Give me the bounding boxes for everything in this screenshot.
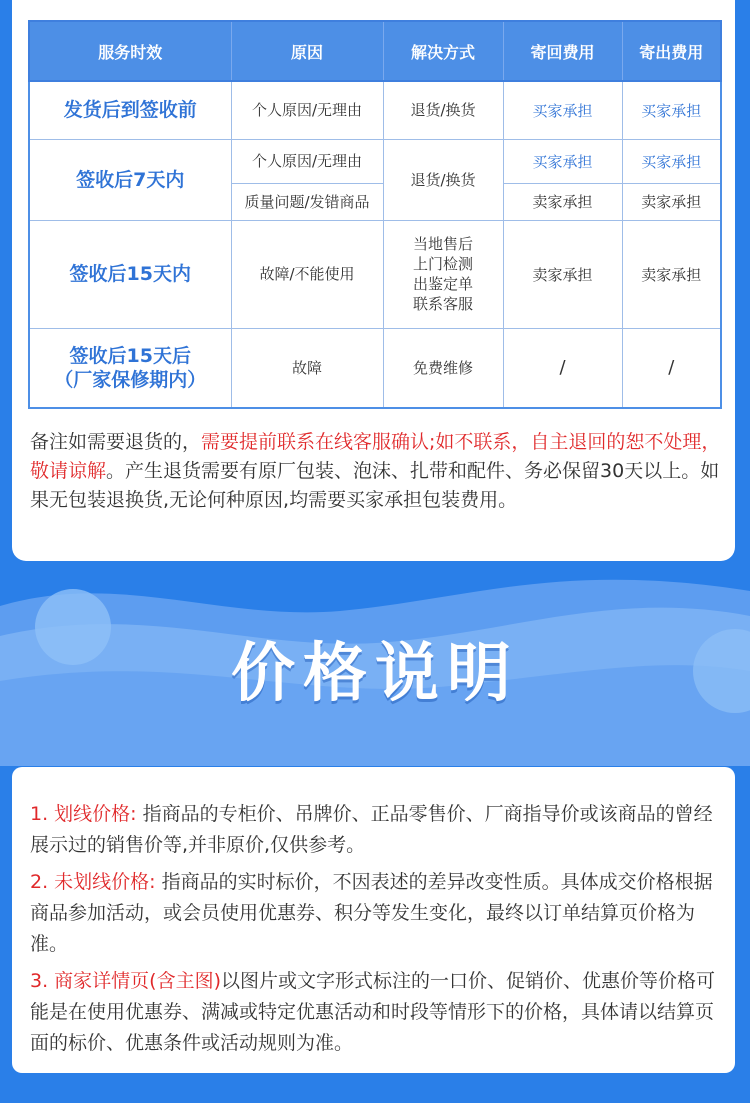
row3-solution-line: 联系客服 <box>412 295 473 313</box>
table-row <box>29 81 721 139</box>
price-item-text: 指商品的实时标价，不因表述的差异改变性质。具体成交价格根据商品参加活动，或会员使用优惠券、积分等发生变化，最终以订单结算页价格为准。 <box>30 871 713 955</box>
price-explanation-card <box>12 767 735 1073</box>
row3-period: 签收后15天内 <box>29 220 231 328</box>
row4-reason: 故障 <box>231 328 383 408</box>
note-intro: 备注如需要退货的， <box>30 431 202 453</box>
service-table <box>28 20 722 409</box>
row2-send-fee-b: 卖家承担 <box>622 183 721 220</box>
row3-solution <box>383 220 503 328</box>
list-item <box>30 966 720 1059</box>
table-row <box>29 139 721 183</box>
list-item <box>30 867 720 960</box>
table-header-row <box>29 21 721 81</box>
price-item-text: 指商品的专柜价、吊牌价、正品零售价、厂商指导价或该商品的曾经展示过的销售价等,并非原价,仅供参考。 <box>30 803 713 856</box>
row2-send-fee-a: 买家承担 <box>622 139 721 183</box>
row4-solution: 免费维修 <box>383 328 503 408</box>
row3-return-fee: 卖家承担 <box>503 220 622 328</box>
price-item-label: 2. 未划线价格: <box>30 871 156 893</box>
header-send-fee: 寄出费用 <box>622 21 721 81</box>
row1-return-fee: 买家承担 <box>503 81 622 139</box>
row4-send-fee: / <box>622 328 721 408</box>
row4-return-fee: / <box>503 328 622 408</box>
row2-return-fee-b: 卖家承担 <box>503 183 622 220</box>
row2-return-fee-a: 买家承担 <box>503 139 622 183</box>
table-row <box>29 328 721 408</box>
row2-solution: 退货/换货 <box>383 139 503 220</box>
header-reason: 原因 <box>231 21 383 81</box>
header-return-fee: 寄回费用 <box>503 21 622 81</box>
row2-period: 签收后7天内 <box>29 139 231 220</box>
row4-period-line2: （厂家保修期内） <box>54 368 207 391</box>
row1-send-fee: 买家承担 <box>622 81 721 139</box>
row1-solution: 退货/换货 <box>383 81 503 139</box>
price-item-label: 3. 商家详情页(含主图) <box>30 970 221 992</box>
row3-solution-line: 出鉴定单 <box>412 275 473 293</box>
list-item <box>30 799 720 861</box>
price-section-title: 价格说明 <box>231 637 519 711</box>
row2-reason-b: 质量问题/发错商品 <box>231 183 383 220</box>
note-details: 。产生退货需要有原厂包装、泡沫、扎带和配件、务必保留30天以上。如果无包装退换货,无论何种原因,均需要买家承担包装费用。 <box>30 460 720 511</box>
after-sales-card <box>12 0 735 561</box>
row4-period <box>29 328 231 408</box>
price-item-label: 1. 划线价格: <box>30 803 137 825</box>
note-warning: 需要提前联系在线客服确认;如不联系，自主退回的恕不处理，敬请谅解 <box>30 431 721 482</box>
row2-reason-a: 个人原因/无理由 <box>231 139 383 183</box>
row1-period: 发货后到签收前 <box>29 81 231 139</box>
price-item-text: 以图片或文字形式标注的一口价、促销价、优惠价等价格可能是在使用优惠券、满减或特定优惠活动和时段等情形下的价格，具体请以结算页面的标价、优惠条件或活动规则为准。 <box>30 970 716 1054</box>
row3-send-fee: 卖家承担 <box>622 220 721 328</box>
row3-solution-line: 当地售后 <box>412 235 473 253</box>
row3-solution-line: 上门检测 <box>412 255 473 273</box>
row4-period-line1: 签收后15天后 <box>69 344 191 367</box>
price-list <box>30 799 720 1065</box>
row1-reason: 个人原因/无理由 <box>231 81 383 139</box>
header-solution: 解决方式 <box>383 21 503 81</box>
row3-reason: 故障/不能使用 <box>231 220 383 328</box>
return-note <box>30 428 730 515</box>
table-row <box>29 220 721 328</box>
header-period: 服务时效 <box>29 21 231 81</box>
